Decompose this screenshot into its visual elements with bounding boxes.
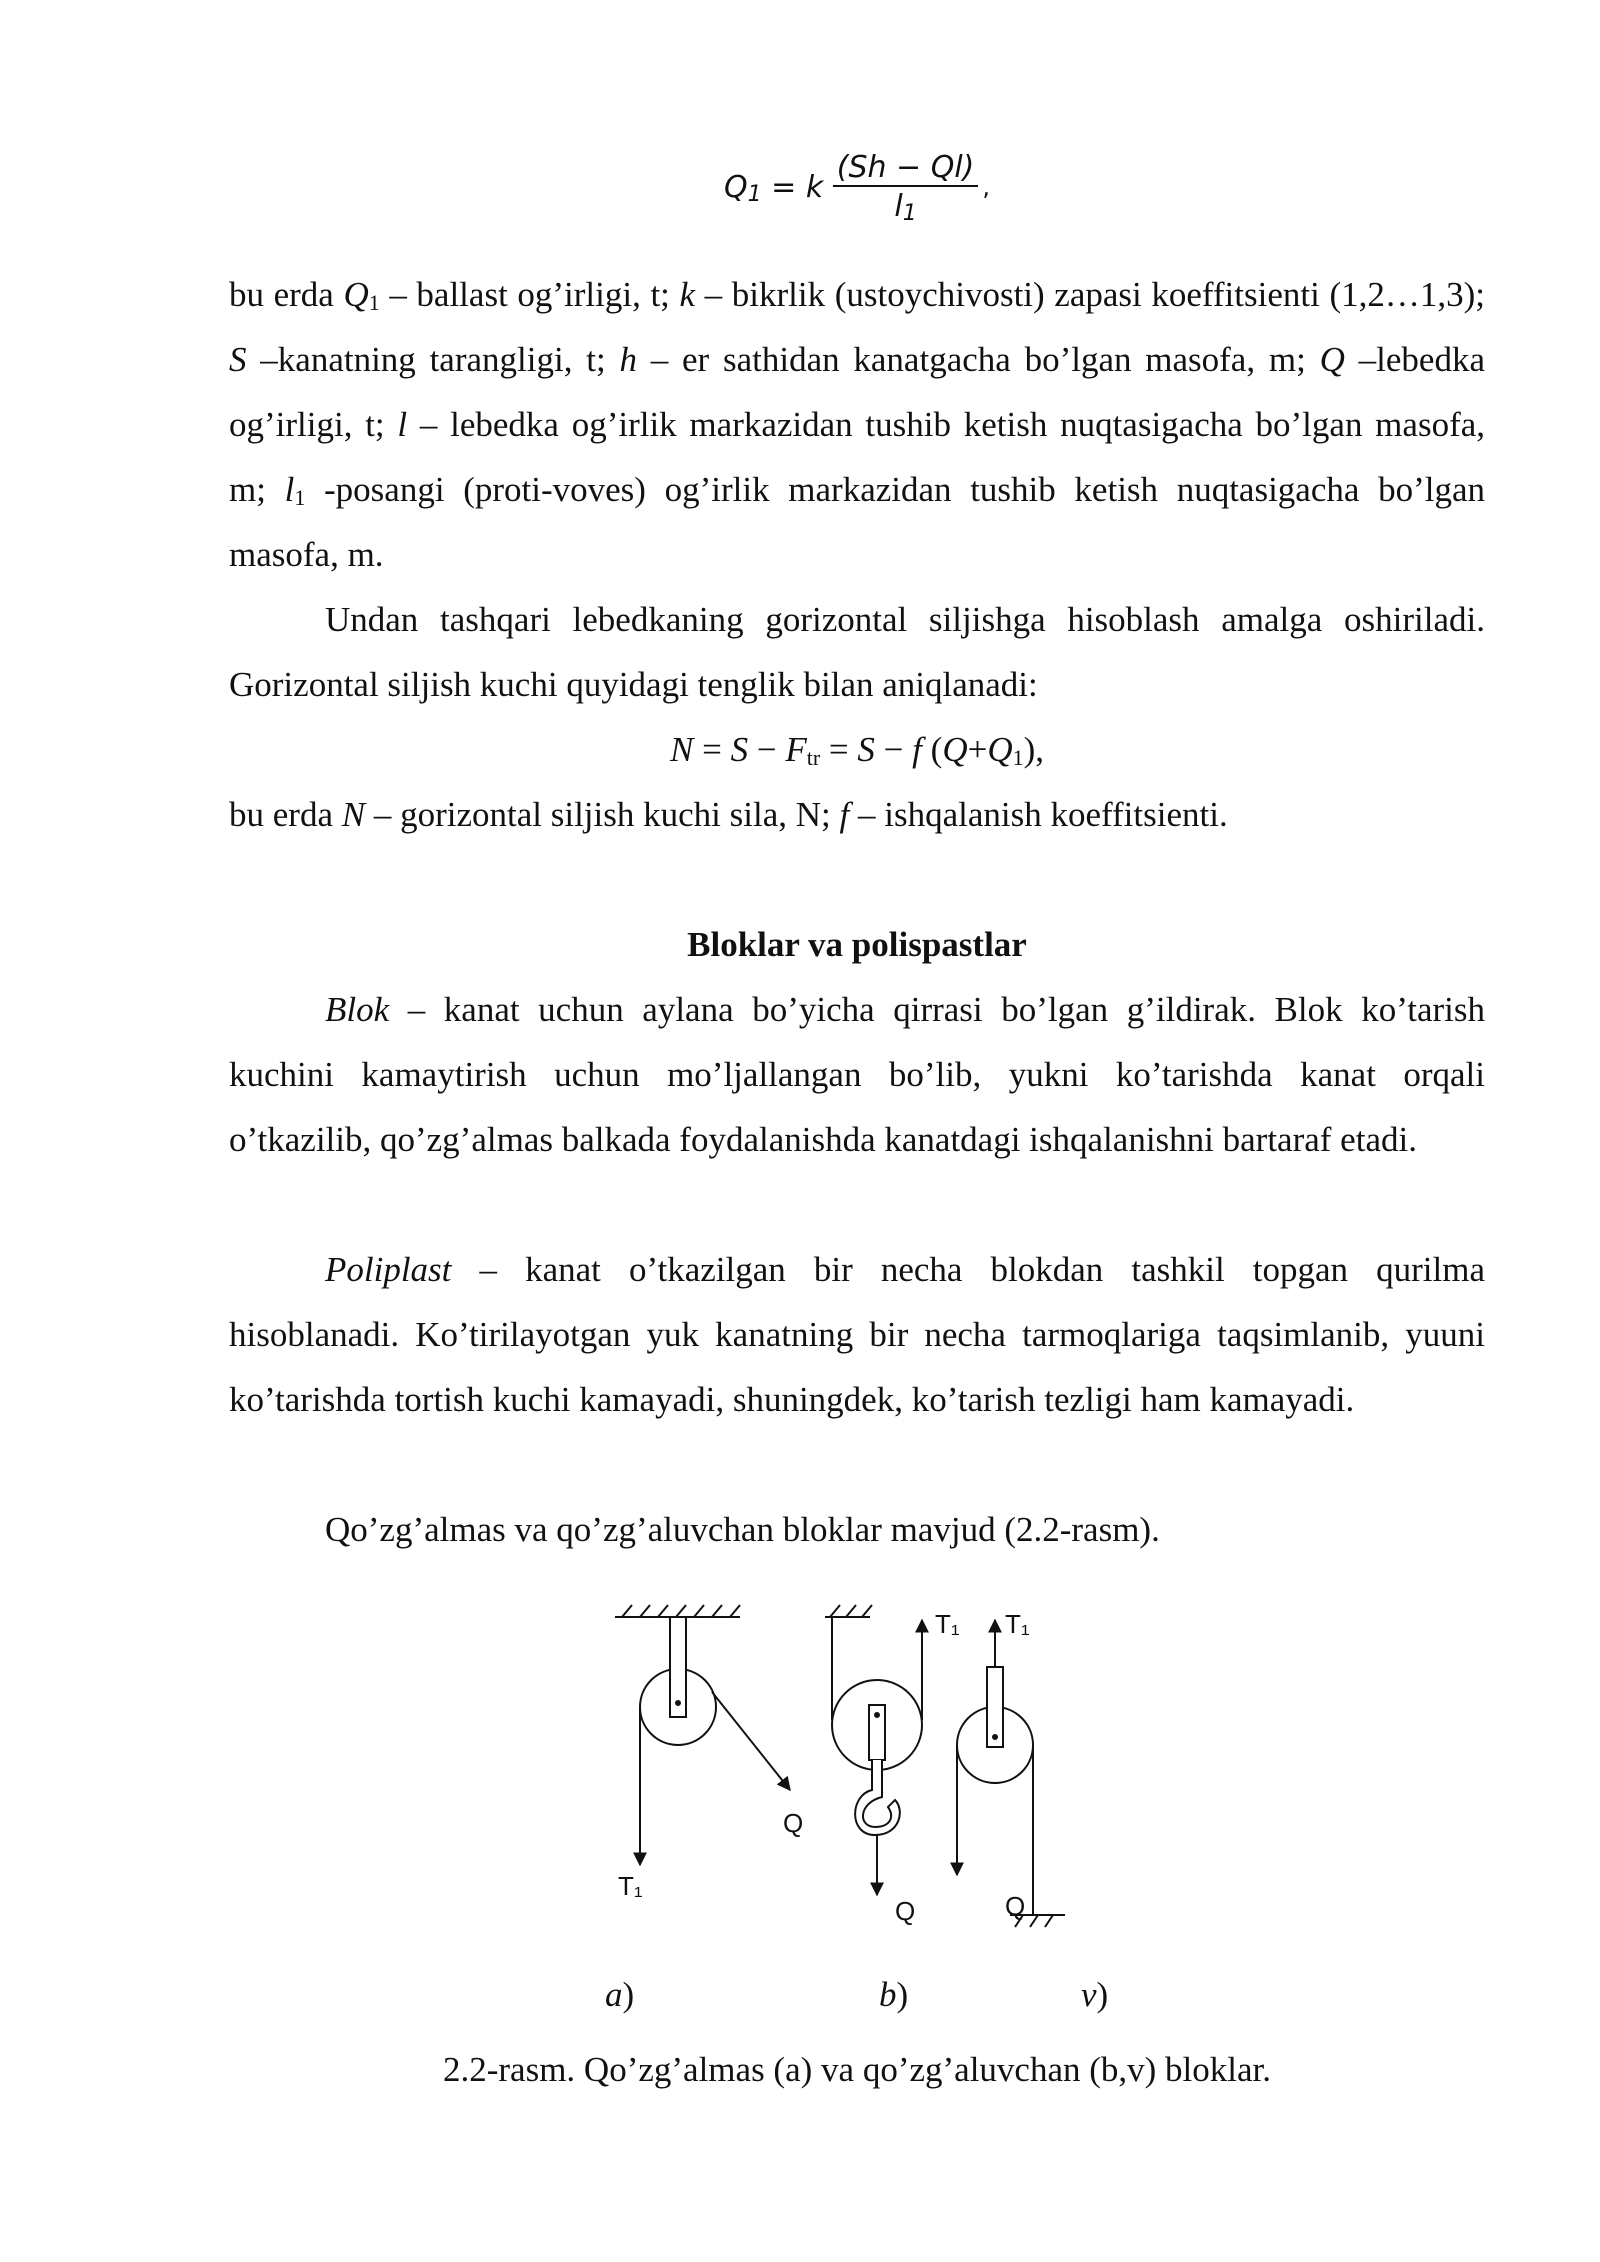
figure-caption: 2.2-rasm. Qo’zg’almas (a) va qo’zg’aluvchan (b,v) bloklar. xyxy=(442,2050,1272,2089)
p1-t6: –lebedka og’irligi, t; xyxy=(229,340,1485,444)
p1-t2: – ballast og’irligi, t; xyxy=(379,275,680,314)
p1-t4: –kanatning tarangligi, t; xyxy=(246,340,620,379)
p3-t1: bu erda xyxy=(229,795,342,834)
fn-c: S xyxy=(730,730,749,769)
movable-block-v xyxy=(957,1620,1065,1927)
p1-var-l1-sub: 1 xyxy=(294,485,306,510)
p4-term: Blok xyxy=(325,990,390,1029)
formula-q1 xyxy=(229,150,1485,224)
p1-t1: bu erda xyxy=(229,275,344,314)
p4-text: – kanat uchun aylana bo’yicha qirrasi bo’lgan g’ildirak. Blok ko’tarish kuchini kamaytirish uchun mo’ljallangan bo’lib, yukni ko’tarishda kanat orqali o’tkazilib, qo’zg’almas balkada foydalanishda kanatdagi ishqalanishni bartaraf etadi. xyxy=(229,990,1485,1159)
p3-t3: – ishqalanish koeffitsienti. xyxy=(849,795,1228,834)
p3-t2: – gorizontal siljish kuchi sila, N; xyxy=(365,795,840,834)
paragraph-block-types: Qo’zg’almas va qo’zg’aluvchan bloklar mavjud (2.2-rasm). xyxy=(325,1510,1160,1549)
paragraph-n-definition xyxy=(229,782,1485,847)
formula-q1-numerator: (Sh − Ql) xyxy=(833,150,979,187)
fn-n: ), xyxy=(1023,730,1045,769)
label-q-b: Q xyxy=(895,1896,916,1926)
label-t1-b: T₁ xyxy=(935,1609,960,1639)
p5-text: – kanat o’tkazilgan bir necha blokdan tashkil topgan qurilma hisoblanadi. Ko’tirilayotgan yuk kanatning bir necha tarmoqlariga taqsimlanib, yuuni ko’tarishda tortish kuchi kamayadi, shuningdek, ko’tarish tezligi ham kamayadi. xyxy=(229,1250,1485,1419)
p3-var-n: N xyxy=(341,795,366,834)
p1-var-l: l xyxy=(397,405,408,444)
fn-a: N xyxy=(669,730,694,769)
label-q-v: Q xyxy=(1005,1891,1026,1921)
fn-i: f xyxy=(912,730,922,769)
formula-q1-fraction xyxy=(833,150,979,224)
p1-var-q1: Q xyxy=(343,275,369,314)
movable-block-b xyxy=(825,1605,922,1895)
p1-var-q1-sub: 1 xyxy=(368,290,380,315)
paragraph-definitions xyxy=(229,262,1485,587)
formula-q1-eq: = k xyxy=(771,169,824,205)
fn-m-sub: 1 xyxy=(1012,745,1024,770)
paragraph-blok xyxy=(229,977,1485,1172)
p1-var-l1: l xyxy=(284,470,295,509)
p1-t5: – er sathidan kanatgacha bo’lgan masofa, m; xyxy=(636,340,1320,379)
formula-q1-lhs-sub: 1 xyxy=(747,181,762,207)
p1-var-s: S xyxy=(229,340,247,379)
fn-f: = xyxy=(820,730,858,769)
formula-q1-denominator xyxy=(833,187,979,224)
p5-term: Poliplast xyxy=(325,1250,452,1289)
section-heading: Bloklar va polispastlar xyxy=(687,925,1027,964)
paragraph-horizontal-shift: Undan tashqari lebedkaning gorizontal siljishga hisoblash amalga oshiriladi. Gorizontal siljish kuchi quyidagi tenglik bilan aniqlanadi: xyxy=(229,600,1485,704)
formula-q1-lhs: Q xyxy=(723,169,748,205)
fn-e-sub: tr xyxy=(806,745,821,770)
fixed-block-a xyxy=(615,1605,790,1865)
label-t1-a: T₁ xyxy=(618,1871,643,1901)
p3-var-f: f xyxy=(839,795,850,834)
formula-n xyxy=(229,717,1485,782)
formula-q1-den-sub: 1 xyxy=(902,201,917,226)
fn-k: Q xyxy=(942,730,968,769)
label-q-a: Q xyxy=(783,1808,804,1838)
p1-var-h: h xyxy=(619,340,637,379)
p1-t7: – lebedka og’irlik markazidan tushib ketish nuqtasigacha bo’lgan masofa, m; xyxy=(229,405,1486,509)
p1-var-k: k xyxy=(679,275,696,314)
figure-sublabel-a: a) xyxy=(605,1975,635,2014)
p1-t8: -posangi (proti-voves) og’irlik markazidan tushib ketish nuqtasigacha bo’lgan masofa, m. xyxy=(229,470,1485,574)
formula-q1-tail: , xyxy=(982,173,991,201)
fn-l: + xyxy=(967,730,988,769)
figure-sublabel-b: b) xyxy=(879,1975,909,2014)
fn-b: = xyxy=(693,730,731,769)
fn-j: ( xyxy=(921,730,943,769)
paragraph-poliplast xyxy=(229,1237,1485,1432)
label-t1-v: T₁ xyxy=(1005,1609,1030,1639)
fn-m: Q xyxy=(987,730,1013,769)
fn-e: F xyxy=(785,730,807,769)
formula-q1-den-var: l xyxy=(894,189,903,224)
p1-var-Q: Q xyxy=(1319,340,1345,379)
fn-h: − xyxy=(874,730,913,769)
figure-sublabel-v: v) xyxy=(1081,1975,1109,2014)
p1-t3: – bikrlik (ustoychivosti) zapasi koeffitsienti (1,2…1,3); xyxy=(695,275,1485,314)
fn-d: − xyxy=(748,730,786,769)
pulley-figure xyxy=(600,1595,1120,1945)
fn-g: S xyxy=(857,730,875,769)
